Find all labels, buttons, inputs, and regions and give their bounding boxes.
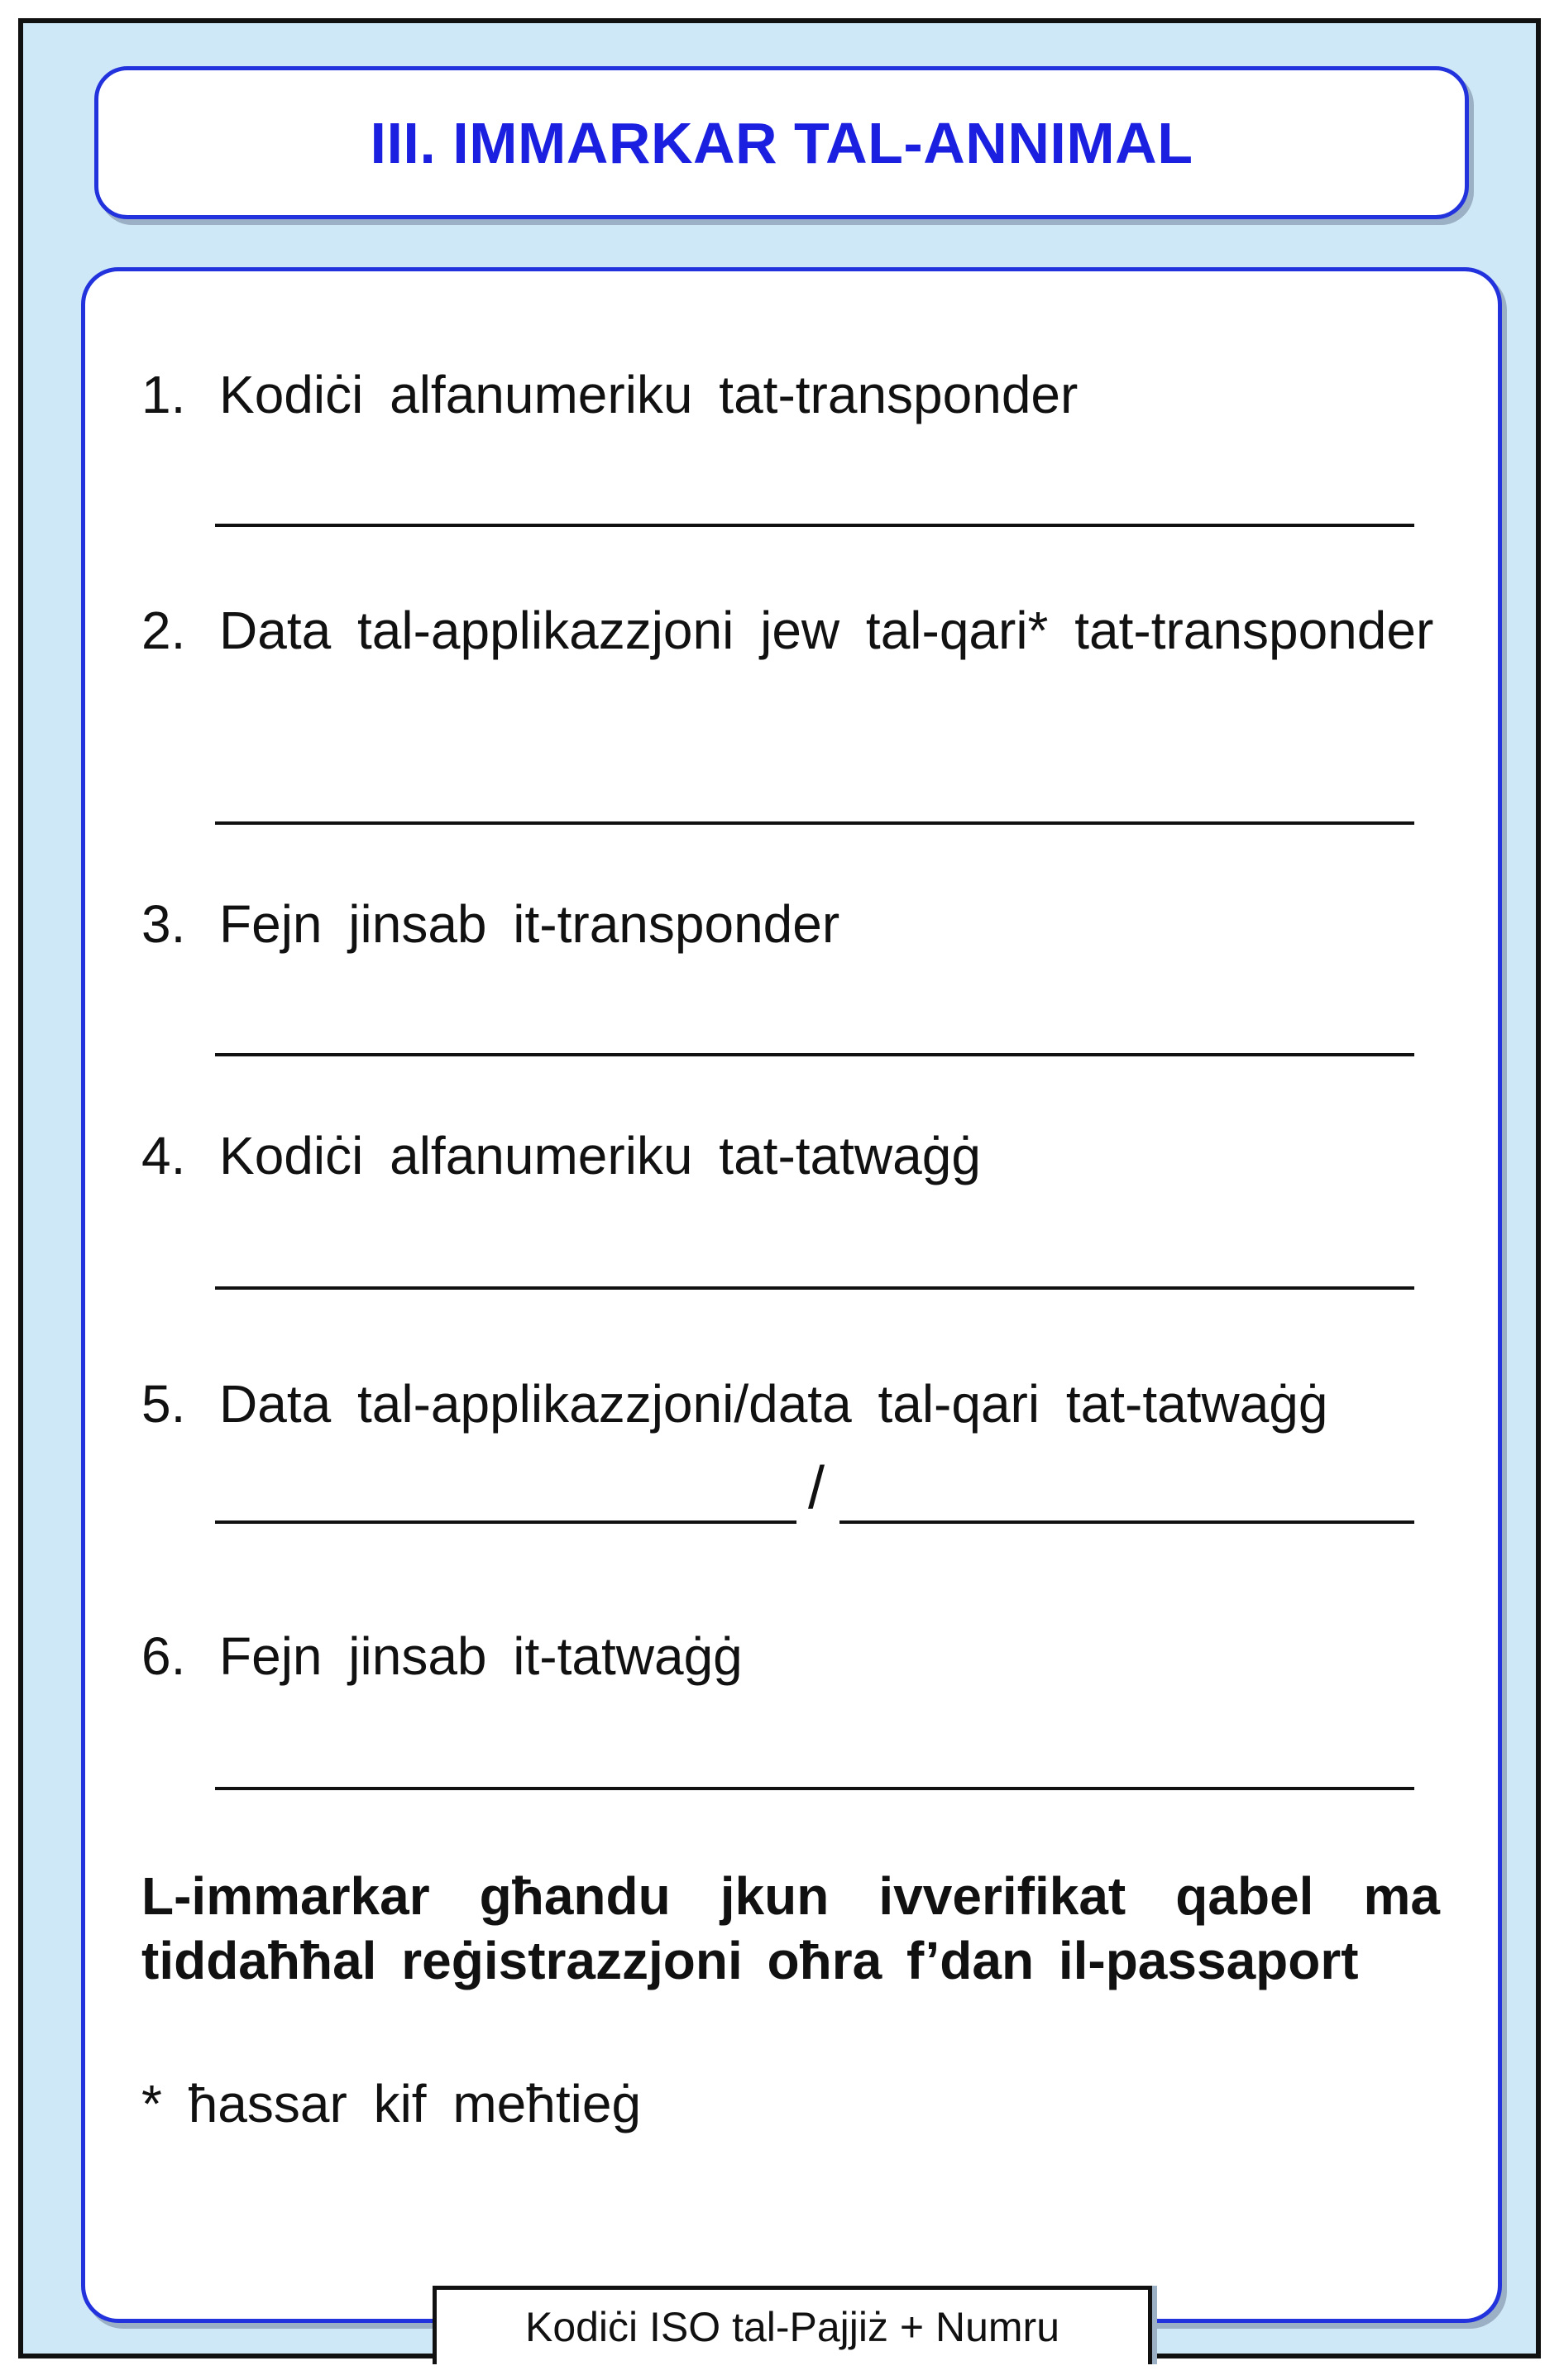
tattoo-reading-date-blank[interactable] — [839, 1520, 1414, 1524]
field-number: 1. — [141, 365, 186, 424]
field-transponder-location — [141, 892, 1440, 956]
field-tattoo-location — [141, 1624, 1440, 1688]
field-label: Fejn jinsab it-tatwaġġ — [219, 1626, 743, 1686]
field-number: 2. — [141, 601, 186, 660]
transponder-date-blank[interactable] — [215, 821, 1414, 825]
tattoo-location-blank[interactable] — [215, 1787, 1414, 1790]
transponder-code-blank[interactable] — [215, 524, 1414, 527]
field-label: Data tal-applikazzjoni jew tal-qari* tat-transponder — [219, 601, 1434, 660]
footnote: * ħassar kif meħtieġ — [141, 2074, 642, 2133]
field-number: 5. — [141, 1374, 186, 1434]
field-transponder-date — [141, 598, 1440, 663]
field-number: 3. — [141, 894, 186, 954]
field-tattoo-code — [141, 1123, 1440, 1188]
country-code-footer — [433, 2286, 1152, 2364]
passport-page — [18, 18, 1541, 2358]
footer-label: Kodiċi ISO tal-Pajjiż + Numru — [524, 2304, 1060, 2350]
field-number: 4. — [141, 1126, 186, 1185]
field-label: Data tal-applikazzjoni/data tal-qari tat-tatwaġġ — [219, 1374, 1328, 1434]
tattoo-application-date-blank[interactable] — [215, 1520, 796, 1524]
date-separator: / — [808, 1455, 825, 1521]
field-label: Kodiċi alfanumeriku tat-transponder — [219, 365, 1079, 424]
field-number: 6. — [141, 1626, 186, 1686]
field-label: Fejn jinsab it-transponder — [219, 894, 840, 954]
section-title-box — [94, 66, 1469, 219]
field-transponder-code — [141, 362, 1440, 427]
field-label: Kodiċi alfanumeriku tat-tatwaġġ — [219, 1126, 981, 1185]
animal-marking-form — [81, 267, 1502, 2323]
verification-notice: L-immarkar għandu jkun ivverifikat qabel ma tiddaħħal reġistrazzjoni oħra f’dan il-passaport — [141, 1866, 1440, 1990]
transponder-location-blank[interactable] — [215, 1053, 1414, 1056]
tattoo-code-blank[interactable] — [215, 1286, 1414, 1290]
field-tattoo-date — [141, 1372, 1440, 1436]
section-title: III. IMMARKAR TAL-ANNIMAL — [370, 110, 1193, 175]
